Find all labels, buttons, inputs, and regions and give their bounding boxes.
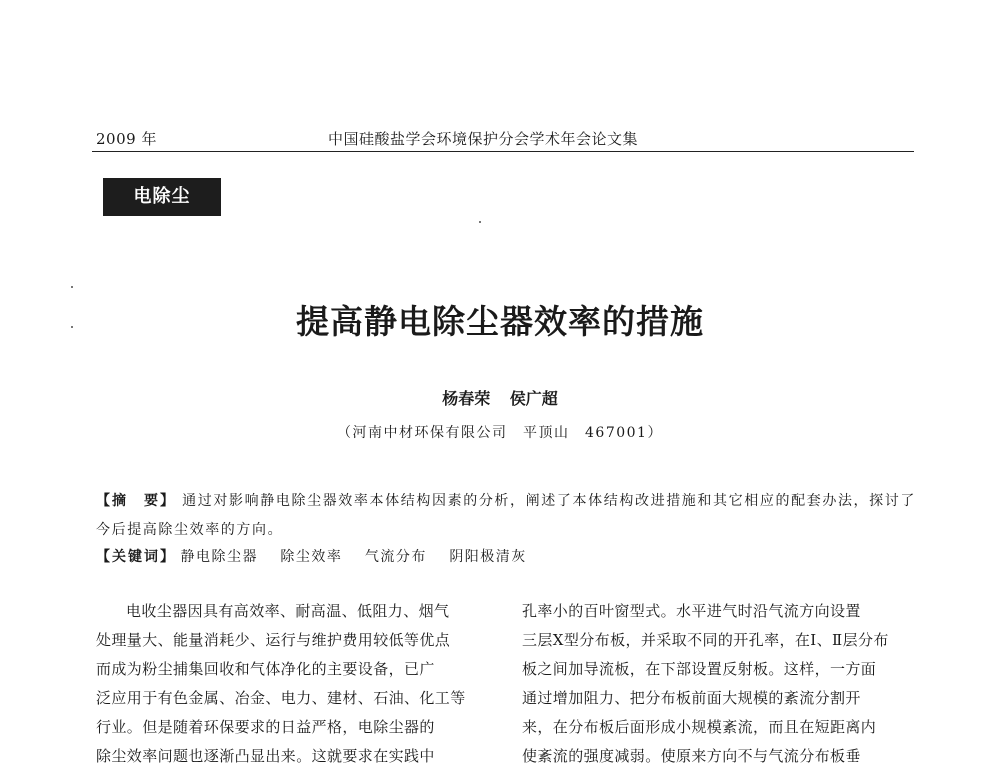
body-line: 孔率小的百叶窗型式。水平进气时沿气流方向设置 (522, 602, 861, 620)
keyword: 静电除尘器 (180, 549, 258, 565)
body-line: 三层X型分布板，并采取不同的开孔率，在Ⅰ、Ⅱ层分布 (522, 631, 889, 649)
keyword: 气流分布 (364, 549, 427, 565)
body-line: 处理量大、能量消耗少、运行与维护费用较低等优点 (96, 631, 451, 649)
body-line: 使紊流的强度减弱。使原来方向不与气流分布板垂 (522, 747, 861, 765)
body-column-right (522, 597, 922, 771)
paper-title: 提高静电除尘器效率的措施 (296, 302, 704, 341)
keywords-label: 【关键词】 (96, 549, 176, 565)
keywords (96, 543, 916, 572)
body-line: 泛应用于有色金属、冶金、电力、建材、石油、化工等 (96, 689, 466, 707)
scan-speck (71, 286, 73, 288)
body-line: 通过增加阻力、把分布板前面大规模的紊流分割开 (522, 689, 861, 707)
header-rule (92, 151, 914, 152)
keyword: 除尘效率 (280, 549, 343, 565)
affiliation: （河南中材环保有限公司 平顶山 467001） (337, 425, 663, 441)
body-line: 电收尘器因具有高效率、耐高温、低阻力、烟气 (126, 602, 450, 620)
abstract-text: 通过对影响静电除尘器效率本体结构因素的分析，阐述了本体结构改进措施和其它相应的配套办法，探讨了今后提高除尘效率的方向。 (96, 493, 917, 538)
body-line: 而成为粉尘捕集回收和气体净化的主要设备，已广 (96, 660, 435, 678)
body-line: 除尘效率问题也逐渐凸显出来。这就要求在实践中 (96, 747, 435, 765)
abstract-label: 【摘 要】 (96, 493, 177, 509)
keyword: 阴阳极清灰 (449, 549, 527, 565)
body-line: 板之间加导流板，在下部设置反射板。这样，一方面 (522, 660, 877, 678)
header-year: 2009 年 (96, 130, 157, 148)
authors: 杨春荣 侯广超 (442, 389, 558, 408)
abstract (96, 487, 916, 545)
section-tag: 电除尘 (103, 178, 221, 216)
scan-speck (479, 221, 481, 223)
body-line: 行业。但是随着环保要求的日益严格，电除尘器的 (96, 718, 435, 736)
body-column-left (96, 597, 488, 771)
header-journal-title: 中国硅酸盐学会环境保护分会学术年会论文集 (328, 130, 639, 148)
body-line: 来，在分布板后面形成小规模紊流，而且在短距离内 (522, 718, 877, 736)
